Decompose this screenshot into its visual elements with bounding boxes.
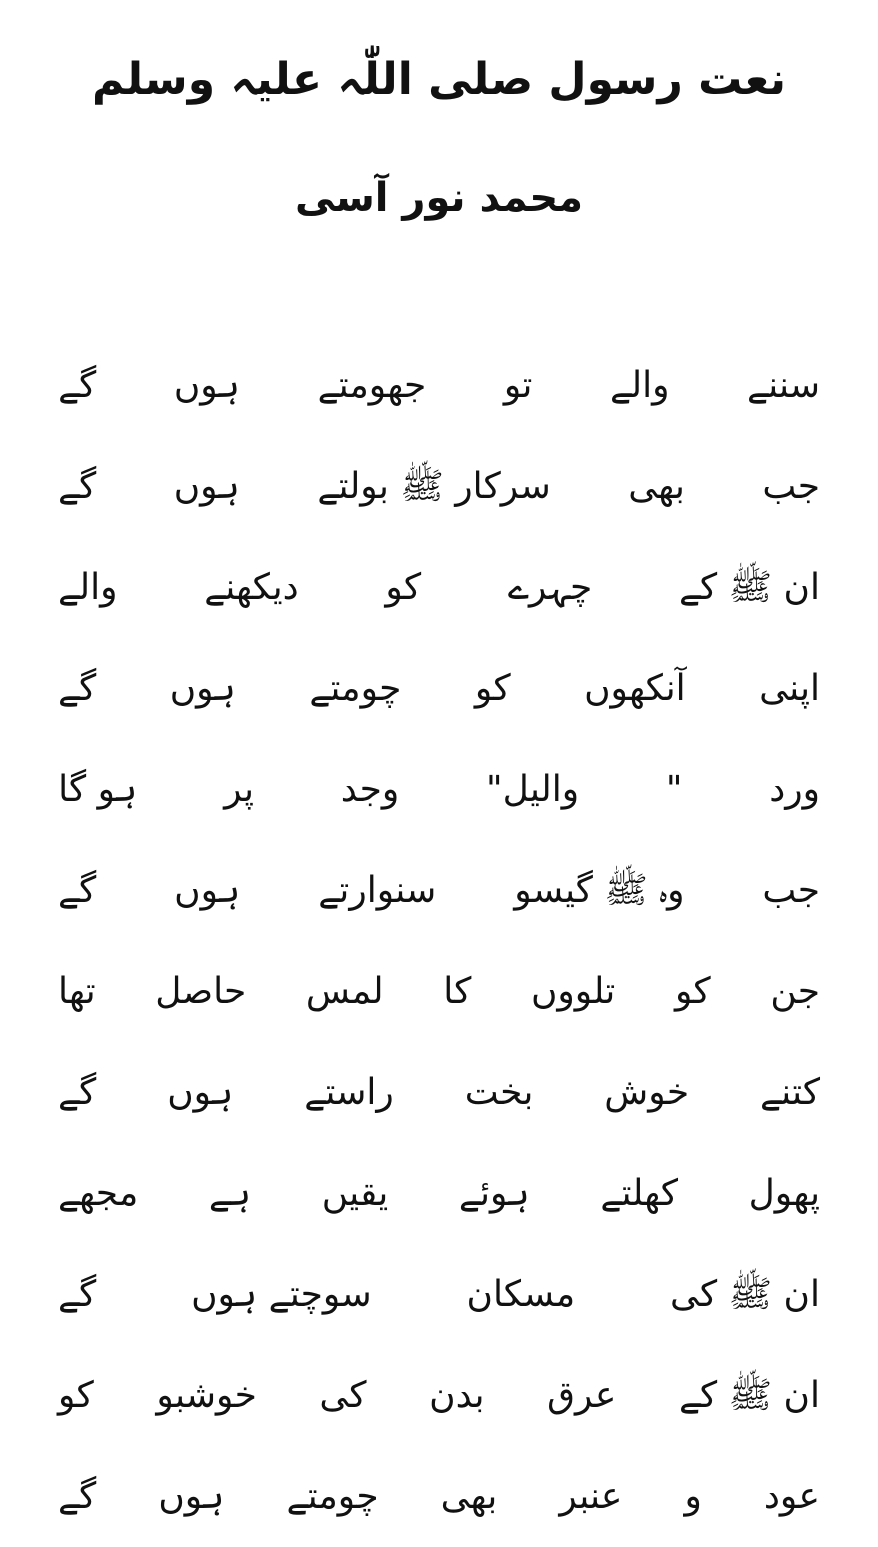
verse-word: خوش: [604, 1071, 690, 1113]
verse-word: جب: [762, 465, 820, 507]
verse-word: تھا: [58, 970, 96, 1012]
verse-word: ان ﷺ کے: [678, 1374, 820, 1416]
verse-word: کتنے: [760, 1071, 820, 1113]
verse-word: بھی: [628, 465, 685, 507]
verse-word: جب: [762, 869, 820, 911]
verse-word: بھی: [440, 1475, 498, 1517]
verse-line: [58, 537, 820, 638]
verse-word: ہوں: [167, 1071, 234, 1113]
verse-word: ہو گا: [58, 768, 138, 810]
verse-word: گے: [58, 869, 97, 911]
verse-word: و: [684, 1475, 702, 1517]
verse-word: کو: [58, 1374, 94, 1416]
verse-word: بدن: [429, 1374, 485, 1416]
verse-word: گے: [58, 465, 97, 507]
verse-word: کا: [443, 970, 472, 1012]
verse-word: کو: [474, 667, 511, 709]
verse-line: [58, 739, 820, 840]
verse-word: لمس: [305, 970, 384, 1012]
verse-word: ہوں: [169, 667, 236, 709]
verse-word: چومتے: [286, 1475, 379, 1517]
verse-line: [58, 1345, 820, 1446]
verse-word: گے: [58, 667, 97, 709]
verse-word: کو: [674, 970, 711, 1012]
verse-word: گے: [58, 364, 97, 406]
poem-verses: [58, 335, 820, 1547]
verse-word: گے: [58, 1273, 97, 1315]
verse-word: دیکھنے: [204, 566, 299, 608]
verse-word: پر: [224, 768, 254, 810]
verse-word: بخت: [464, 1071, 534, 1113]
verse-word: عنبر: [559, 1475, 623, 1517]
verse-word: عود: [763, 1475, 820, 1517]
verse-word: راستے: [304, 1071, 394, 1113]
verse-word: تلووں: [530, 970, 616, 1012]
verse-line: [58, 335, 820, 436]
verse-word: مجھے: [58, 1172, 139, 1214]
verse-word: والے: [58, 566, 118, 608]
verse-word: خوشبو: [156, 1374, 257, 1416]
verse-word: ہوں: [173, 364, 240, 406]
verse-word: یقیں: [321, 1172, 389, 1214]
verse-word: ": [665, 768, 683, 810]
verse-word: سننے: [747, 364, 820, 406]
poem-title: نعت رسول صلی اللّٰہ علیہ وسلم: [91, 54, 787, 105]
verse-word: والیل": [486, 768, 580, 810]
verse-word: کو: [385, 566, 422, 608]
verse-word: ان ﷺ کی: [670, 1273, 820, 1315]
verse-line: [58, 1042, 820, 1143]
verse-word: ہوں: [158, 1475, 225, 1517]
verse-word: جن: [770, 970, 820, 1012]
verse-line: [58, 941, 820, 1042]
poet-name: محمد نور آسی: [294, 175, 583, 221]
verse-word: گے: [58, 1475, 97, 1517]
verse-line: [58, 638, 820, 739]
verse-word: ہوئے: [458, 1172, 530, 1214]
verse-word: گے: [58, 1071, 97, 1113]
verse-word: چہرے: [507, 566, 593, 608]
verse-word: کی: [319, 1374, 367, 1416]
verse-word: ہوں: [173, 465, 240, 507]
verse-word: ہوں: [174, 869, 241, 911]
verse-word: سرکار ﷺ بولتے: [317, 465, 551, 507]
verse-word: پھول: [748, 1172, 820, 1214]
verse-word: وجد: [340, 768, 400, 810]
verse-word: ان ﷺ کے: [678, 566, 820, 608]
verse-line: [58, 1244, 820, 1345]
verse-word: حاصل: [155, 970, 247, 1012]
verse-word: جھومتے: [317, 364, 427, 406]
verse-word: ہے: [208, 1172, 252, 1214]
verse-word: مسکان: [466, 1273, 576, 1315]
verse-word: وہ ﷺ گیسو: [514, 869, 685, 911]
verse-word: چومتے: [309, 667, 402, 709]
verse-word: عرق: [547, 1374, 617, 1416]
verse-word: سوچتے ہوں: [191, 1273, 372, 1315]
verse-word: آنکھوں: [584, 667, 686, 709]
verse-line: [58, 436, 820, 537]
verse-word: تو: [503, 364, 533, 406]
verse-word: والے: [610, 364, 670, 406]
verse-word: ورد: [769, 768, 820, 810]
verse-word: اپنی: [759, 667, 820, 709]
verse-line: [58, 840, 820, 941]
verse-line: [58, 1143, 820, 1244]
verse-word: سنوارتے: [318, 869, 437, 911]
verse-word: کھلتے: [600, 1172, 678, 1214]
